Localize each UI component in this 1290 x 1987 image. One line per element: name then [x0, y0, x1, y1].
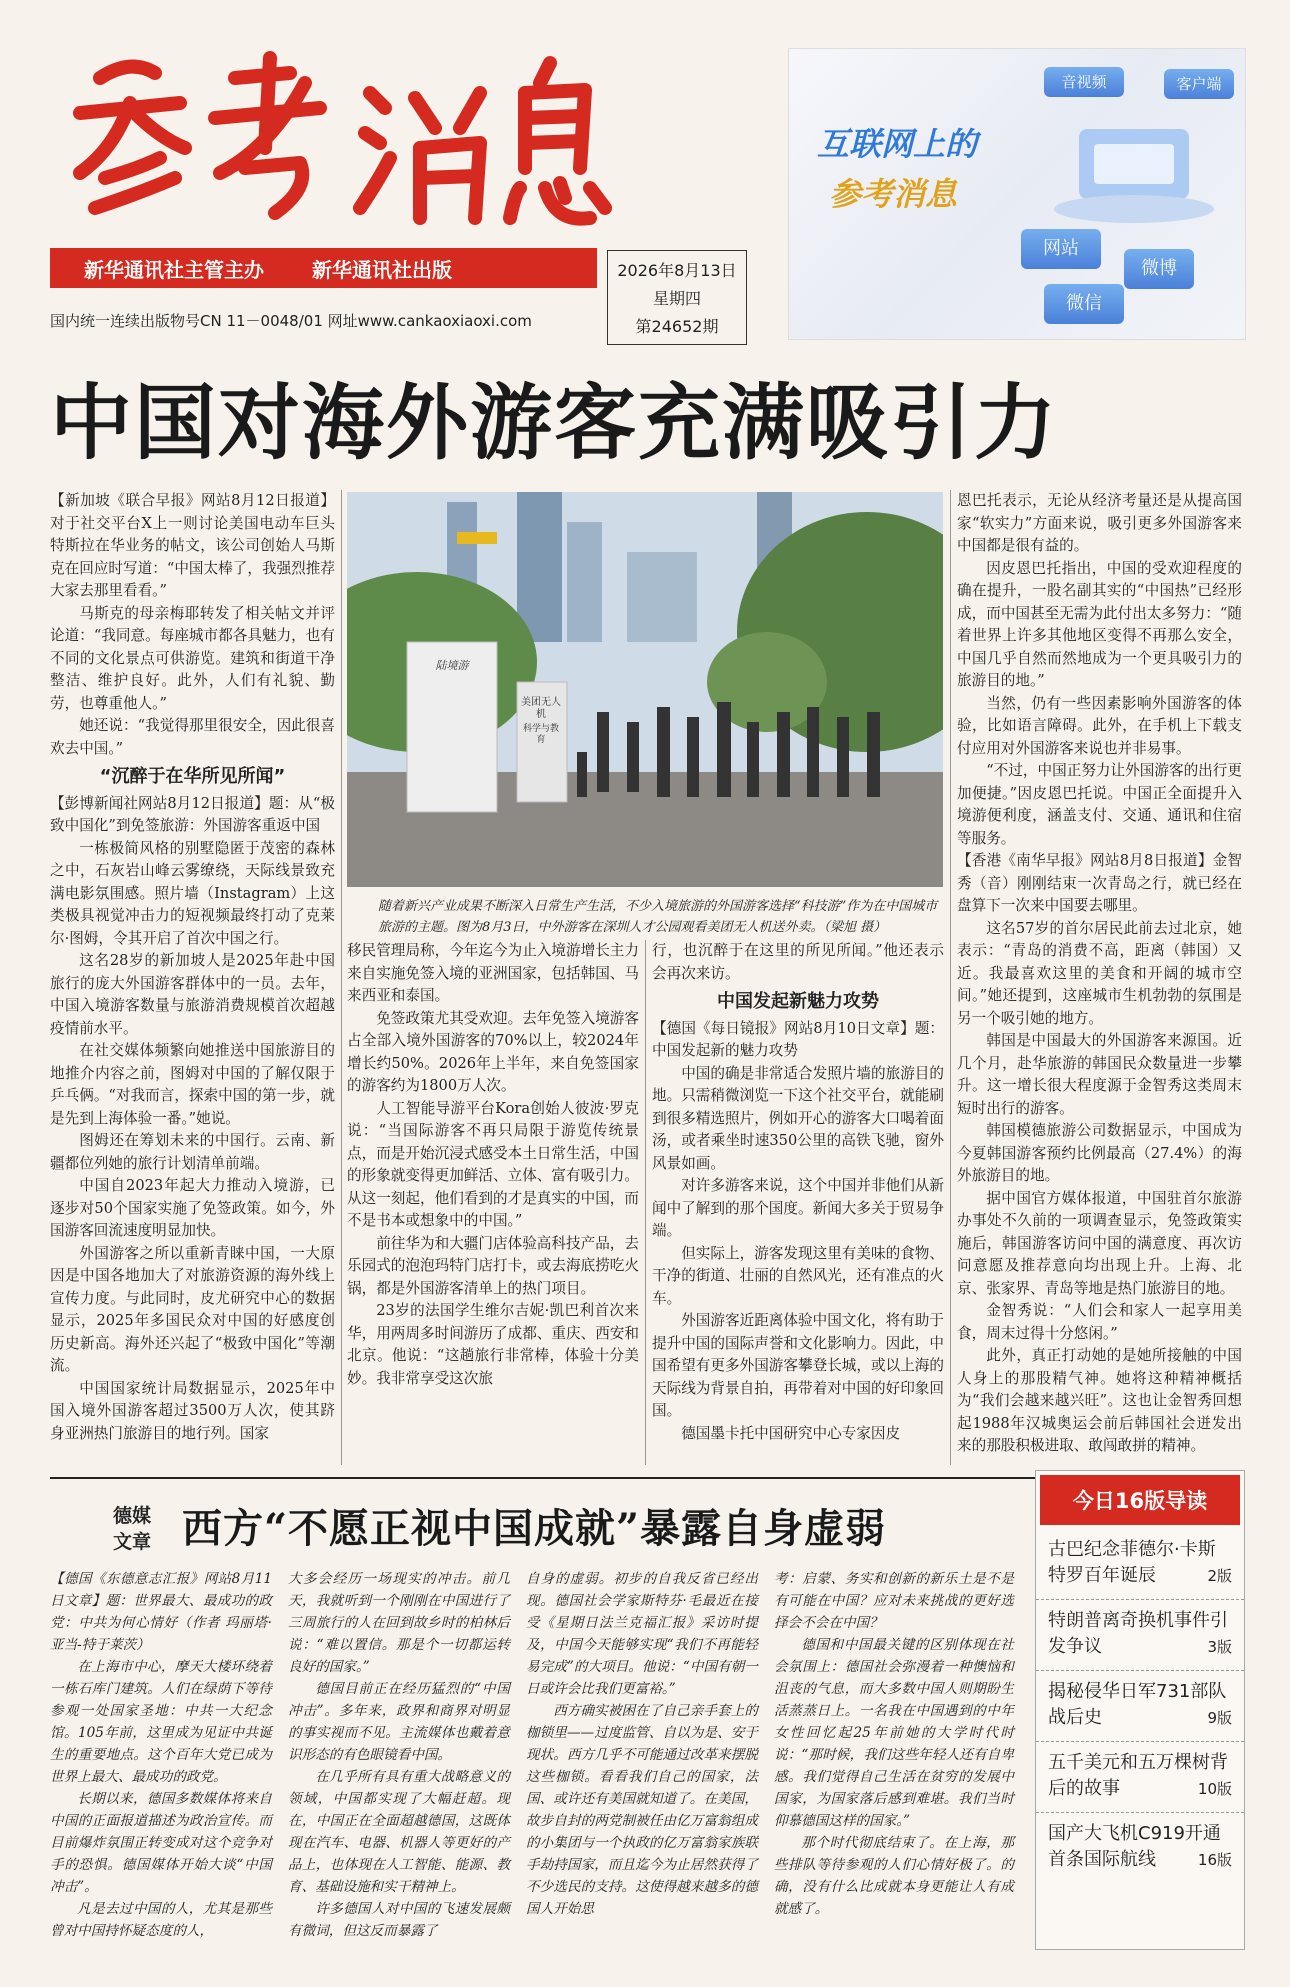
news-photo-drone-delivery	[347, 492, 943, 887]
column-divider	[645, 940, 646, 1465]
paragraph: 在社交媒体频繁向她推送中国旅游目的地推介内容之前，图姆对中国的了解仅限于乒乓俩。“对我而言，探索中国的第一步，就是先到上海体验一番。”她说。	[50, 1042, 335, 1127]
section2-column-3	[526, 1568, 758, 1920]
promo-device-illustration	[1039, 109, 1239, 229]
organizer-2: 新华通讯社出版	[312, 257, 452, 282]
paragraph: 【德国《每日镜报》网站8月10日文章】题：中国发起新的魅力攻势	[652, 1019, 944, 1059]
paragraph: 【新加坡《联合早报》网站8月12日报道】对于社交平台X上一则讨论美国电动车巨头特斯拉在华业务的帖文，该公司创始人马斯克在回应时写道：“中国太棒了，我强烈推荐大家去那里看看。”	[50, 492, 335, 599]
promo-bubble: 网站	[1021, 229, 1101, 269]
paragraph: 金智秀说：“人们会和家人一起享用美食，周末过得十分悠闲。”	[957, 1302, 1242, 1342]
paragraph: 韩国模德旅游公司数据显示，中国成为今夏韩国游客预约比例最高（27.4%）的海外旅游目的地。	[957, 1122, 1242, 1184]
paragraph: 大多会经历一场现实的冲击。前几天，我就听到一个刚刚在中国进行了三周旅行的人在回到故乡时的柏林后说：“难以置信。那是个一切都运转良好的国家。”	[288, 1571, 510, 1675]
paragraph: 那个时代彻底结束了。在上海，那些排队等待参观的人们心情好极了。的确，没有什么比成就本身更能让人有成就感了。	[774, 1835, 1014, 1917]
paragraph: 【德国《东德意志汇报》网站8月11日文章】题：世界最大、最成功的政党：中共为何心情好（作者 玛丽塔·亚当-特于莱茨）	[50, 1571, 272, 1653]
index-item-page: 9版	[1207, 1709, 1232, 1727]
paragraph: 对许多游客来说，这个中国并非他们从新闻中了解到的那个国度。新闻大多关于贸易争端。	[652, 1177, 944, 1239]
issue-weekday: 星期四	[652, 288, 701, 308]
paragraph: 许多德国人对中国的飞速发展颇有微词，但这反而暴露了	[288, 1901, 510, 1939]
index-item-title: 特朗普离奇换机事件引发争议	[1048, 1610, 1228, 1657]
promo-bubble: 微博	[1124, 249, 1194, 289]
index-item-title: 国产大飞机C919开通首条国际航线	[1048, 1823, 1221, 1870]
section2-column-2	[288, 1568, 510, 1942]
masthead-logo	[60, 38, 620, 238]
index-item-title: 揭秘侵华日军731部队战后史	[1048, 1681, 1227, 1728]
paragraph: 自身的虚弱。初步的自我反省已经出现。德国社会学家斯特芬·毛最近在接受《星期日法兰克福汇报》采访时提及，中国今天能够实现“我们不再能轻易完成”的大项目。他说：“中国有朝一日或许会比我们更富裕。”	[526, 1571, 758, 1697]
article-mid-column-1	[347, 940, 639, 1390]
paragraph: 马斯克的母亲梅耶转发了相关帖文并评论道：“我同意。每座城市都各具魅力，也有不同的文化景点可供游览。建筑和街道干净整洁、维护良好。此外，人们有礼貌、勤劳，也尊重他人。”	[50, 604, 335, 712]
promo-bubble: 微信	[1044, 284, 1124, 324]
section-tag: 德媒文章	[112, 1505, 151, 1553]
paragraph: 【香港《南华早报》网站8月8日报道】金智秀（音）刚刚结束一次青岛之行，就已经在盘算下一次来中国要去哪里。	[957, 852, 1242, 914]
paragraph: 中国国家统计局数据显示，2025年中国入境外国游客超过3500万人次，使其跻身亚洲热门旅游目的地行列。国家	[50, 1379, 335, 1442]
paragraph: 人工智能导游平台Kora创始人彼波·罗克说：“当国际游客不再只局限于游览传统景点，而是开始沉浸式感受本土日常生活，中国的形象就变得更加鲜活、立体、富有吸引力。从这一刻起，他们看到的才是真实的中国，而不是书本或想象中的中国。”	[347, 1099, 639, 1229]
paragraph: 外国游客近距离体验中国文化，将有助于提升中国的国际声誉和文化影响力。因此，中国希望有更多外国游客攀登长城，或以上海的天际线为背景自拍，再带着对中国的好印象回国。	[652, 1312, 944, 1419]
paragraph: 图姆还在筹划未来的中国行。云南、新疆都位列她的旅行计划清单前端。	[50, 1132, 335, 1172]
index-title: 今日16版导读	[1040, 1475, 1240, 1525]
column-divider	[950, 490, 951, 1465]
index-item-title: 古巴纪念菲德尔·卡斯特罗百年诞辰	[1048, 1539, 1216, 1586]
paragraph: 中国的确是非常适合发照片墙的旅游目的地。只需稍微浏览一下这个社交平台，就能刷到很多精选照片，例如开心的游客大口喝着面汤，或者乘坐时速350公里的高铁飞驰，窗外风景如画。	[652, 1064, 944, 1172]
paragraph: 但实际上，游客发现这里有美味的食物、干净的街道、壮丽的自然风光，还有准点的火车。	[652, 1244, 944, 1307]
photo-caption: 随着新兴产业成果不断深入日常生产生活，不少入境旅游的外国游客选择“科技游”作为在中国城市旅游的主题。图为8月3日，中外游客在深圳人才公园观看美团无人机送外卖。（梁旭 摄）	[378, 899, 938, 935]
paragraph: 23岁的法国学生维尔吉妮·凯巴利首次来华，用两周多时间游历了成都、重庆、西安和北京。他说：“这趟旅行非常棒，体验十分美妙。我非常享受这次旅	[347, 1302, 639, 1387]
paragraph: 外国游客之所以重新青睐中国，一大原因是中国各地加大了对旅游资源的海外线上宣传力度。与此同时，皮尤研究中心的数据显示，2025年多国民众对中国的好感度创历史新高。海外还兴起了“极致中国化”等潮流。	[50, 1244, 335, 1374]
index-item-page: 16版	[1197, 1851, 1232, 1869]
organizer-bar	[50, 248, 597, 288]
paragraph: 在上海市中心，摩天大楼环绕着一栋石库门建筑。人们在绿荫下等待参观一处国家圣地：中共一大纪念馆。105年前，这里成为见证中共诞生的重要地点。这个百年大党已成为世界上最大、最成功的政党。	[50, 1659, 272, 1785]
paragraph: 前往华为和大疆门店体验高科技产品，去乐园式的泡泡玛特门店打卡，或去海底捞吃火锅，都是外国游客清单上的热门项目。	[347, 1234, 639, 1297]
paragraph: 西方确实被困在了自己亲手套上的枷锁里——过度监管、自以为是、安于现状。西方几乎不可能通过改革来摆脱这些枷锁。看看我们自己的国家，法国、或许还有美国就知道了。在美国，故步自封的两党制被任由亿万富翁组成的小集团与一个执政的亿万富翁家族联手劫持国家，而且迄今为止居然获得了不少选民的支持。这使得越来越多的德国人开始思	[526, 1703, 758, 1917]
paragraph: 考：启蒙、务实和创新的新乐土是不是有可能在中国？应对未来挑战的更好选择会不会在中国？	[774, 1571, 1014, 1631]
paragraph: 德国目前正在经历猛烈的“中国冲击”。多年来，政界和商界对明显的事实视而不见。主流媒体也戴着意识形态的有色眼镜看中国。	[288, 1681, 510, 1763]
paragraph: 【彭博新闻社网站8月12日报道】题：从“极致中国化”到免签旅游：外国游客重返中国	[50, 794, 335, 834]
paragraph: 德国墨卡托中国研究中心专家因皮	[681, 1424, 901, 1442]
paragraph: 她还说：“我觉得那里很安全，因此很喜欢去中国。”	[50, 717, 335, 757]
index-item-page: 2版	[1207, 1567, 1232, 1585]
index-item[interactable]	[1036, 1600, 1244, 1671]
index-item-page: 10版	[1197, 1780, 1232, 1798]
kiosk-logo: 陆境游	[435, 659, 469, 672]
paragraph: 一栋极简风格的别墅隐匿于茂密的森林之中，石灰岩山峰云雾缭绕，天际线景致充满电影氛围感。照片墙（Instagram）上这类极具视觉冲击力的短视频最终打动了克莱尔·图姆，令其开启了首次中国之行。	[50, 839, 335, 947]
promo-line1: 互联网上的	[817, 125, 978, 163]
secondary-headline: 西方“不愿正视中国成就”暴露自身虚弱	[182, 1505, 887, 1552]
promo-line2: 参考消息	[829, 175, 958, 213]
kiosk-sign: 美团无人机	[521, 697, 561, 720]
online-promo-banner	[788, 48, 1246, 340]
paragraph: 恩巴托表示，无论从经济考量还是从提高国家“软实力”方面来说，吸引更多外国游客来中国都是很有益的。	[957, 492, 1242, 554]
section2-column-1	[50, 1568, 272, 1942]
column-divider	[341, 490, 342, 1465]
subheading: 中国发起新魅力攻势	[717, 991, 879, 1012]
kiosk-sign-sub: 科学与教育	[522, 724, 559, 745]
paragraph: 长期以来，德国多数媒体将来自中国的正面报道描述为政治宣传。而目前爆炸氛围正转变成对这个竞争对手的恐惧。德国媒体开始大谈“中国冲击”。	[50, 1791, 272, 1895]
index-item[interactable]	[1036, 1671, 1244, 1742]
promo-bubble: 音视频	[1044, 67, 1124, 97]
paragraph: 行，也沉醉于在这里的所见所闻。”他还表示会再次来访。	[652, 942, 944, 982]
paragraph: 当然，仍有一些因素影响外国游客的体验，比如语言障碍。此外，在手机上下载支付应用对外国游客来说也并非易事。	[957, 694, 1242, 757]
date-box	[607, 250, 747, 345]
issue-date: 2026年8月13日	[617, 260, 737, 280]
paragraph: 免签政策尤其受欢迎。去年免签入境游客占全部入境外国游客的70%以上，较2024年增长约50%。2026年上半年，来自免签国家的游客约为1800万人次。	[347, 1009, 639, 1094]
section2-column-4	[774, 1568, 1014, 1920]
paragraph: 韩国是中国最大的外国游客来源国。近几个月，赴华旅游的韩国民众数量进一步攀升。这一增长很大程度源于金智秀这类周末短时出行的游客。	[957, 1032, 1242, 1117]
paragraph: 中国自2023年起大力推动入境游，已逐步对50个国家实施了免签政策。如今，外国游客回流速度明显加快。	[50, 1177, 335, 1239]
issue-number: 第24652期	[635, 317, 719, 337]
article-right-column	[957, 490, 1242, 1458]
paragraph: 德国和中国最关键的区别体现在社会氛围上：德国社会弥漫着一种懊恼和沮丧的气息，而大多数中国人则期盼生活蒸蒸日上。一名我在中国遇到的中年女性回忆起25年前她的大学时代时说：“那时候，我们这些年轻人还有自卑感。我们觉得自己生活在贫穷的发展中国家，为国家落后感到难堪。我们当时仰慕德国这样的国家。”	[774, 1637, 1014, 1829]
index-item-title: 五千美元和五万棵树背后的故事	[1048, 1752, 1228, 1799]
article-left-column	[50, 490, 335, 1445]
subheading: “沉醉于在华所见所闻”	[99, 766, 286, 787]
paragraph: 这名28岁的新加坡人是2025年赴中国旅行的庞大外国游客群体中的一员。去年，中国入境游客数量与旅游消费规模首次超越疫情前水平。	[50, 952, 335, 1037]
organizer-1: 新华通讯社主管主办	[84, 257, 264, 282]
index-item-page: 3版	[1207, 1638, 1232, 1656]
paragraph: 这名57岁的首尔居民此前去过北京，她表示：“青岛的消费不高，距离（韩国）又近。我最喜欢这里的美食和开阔的城市空间。”她还提到，这座城市生机勃勃的氛围是另一个吸引她的地方。	[957, 919, 1242, 1027]
paragraph: 移民管理局称，今年迄今为止入境游增长主力来自实施免签入境的亚洲国家，包括韩国、马来西亚和泰国。	[347, 942, 639, 1004]
paragraph: 据中国官方媒体报道，中国驻首尔旅游办事处不久前的一项调查显示，免签政策实施后，韩国游客访问中国的满意度、再次访问意愿及推荐意向均出现上升。上海、北京、张家界、青岛等地是热门旅游目的地。	[957, 1189, 1242, 1297]
paragraph: 此外，真正打动她的是她所接触的中国人身上的那股精气神。她将这种精神概括为“我们会越来越兴旺”。这也让金智秀回想起1988年汉城奥运会前后韩国社会迸发出来的那股积极进取、敢闯敢拼的精神。	[957, 1347, 1242, 1454]
publication-info: 国内统一连续出版物号CN 11－0048/01 网址www.cankaoxiaoxi.com	[50, 312, 532, 330]
main-headline: 中国对海外游客充满吸引力	[50, 376, 1059, 471]
paragraph: 因皮恩巴托指出，中国的受欢迎程度的确在提升，一股名副其实的“中国热”已经形成，而中国甚至无需为此付出太多努力：“随着世界上许多其他地区变得不再那么安全，中国几乎自然而然地成为一个更具吸引力的旅游目的地。”	[957, 559, 1242, 689]
promo-bubble: 客户端	[1164, 69, 1234, 99]
article-mid-column-2	[652, 940, 944, 1445]
paragraph: 凡是去过中国的人，尤其是那些曾对中国持怀疑态度的人，	[50, 1901, 272, 1939]
paragraph: “不过，中国正努力让外国游客的出行更加便捷。”因皮恩巴托说。中国正全面提升入境游便利度，涵盖支付、交通、通讯和住宿等服务。	[957, 762, 1242, 847]
paragraph: 在几乎所有具有重大战略意义的领域，中国都实现了大幅赶超。现在，中国正在全面超越德国，这既体现在汽车、电器、机器人等更好的产品上，也体现在人工智能、能源、教育、基础设施和实干精神上。	[288, 1769, 510, 1895]
today-index-box	[1035, 1470, 1245, 1950]
index-item[interactable]	[1036, 1813, 1244, 1883]
index-item[interactable]	[1036, 1742, 1244, 1813]
index-item[interactable]	[1036, 1529, 1244, 1600]
